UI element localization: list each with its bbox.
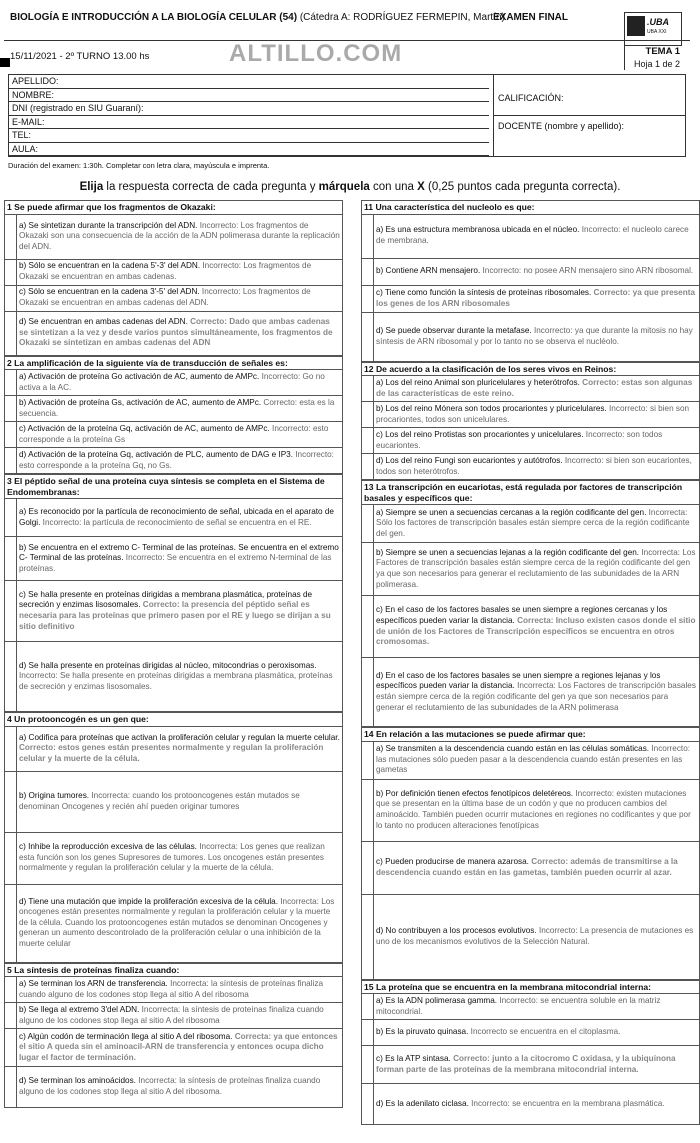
answer-checkbox[interactable]	[362, 428, 374, 453]
answer-checkbox[interactable]	[362, 596, 374, 657]
option-text: c) En el caso de los factores basales se unen siempre a regiones cercanas y los específicos pueden variar la distancia.	[376, 605, 668, 625]
option-feedback: Incorrecto: no posee ARN mensajero sino ARN ribosomal.	[482, 266, 694, 276]
option-feedback: Correcto: esta es la secuencia.	[19, 397, 335, 418]
page-indicator: Hoja 1 de 2	[633, 59, 680, 69]
answer-checkbox[interactable]	[5, 727, 17, 771]
answer-checkbox[interactable]	[5, 396, 17, 421]
option-text: a) Los del reino Animal son pluricelulares y heterótrofos.	[376, 377, 583, 387]
option-feedback: Incorrecto: Se encuentra en el extremo N-terminal de las proteínas.	[19, 553, 332, 573]
answer-option[interactable]	[5, 422, 342, 448]
field-aula[interactable]: AULA:	[9, 143, 489, 157]
question-title: 14 En relación a las mutaciones se puede afirmar que:	[362, 728, 699, 742]
option-text: b) Por definición tienen efectos fenotípicos deletéreos.	[376, 788, 576, 798]
answer-option[interactable]	[5, 581, 342, 642]
question	[361, 480, 700, 727]
answer-option[interactable]	[362, 842, 699, 895]
question	[4, 474, 343, 712]
option-feedback: Correcta: Incluso existen casos donde el sitio de unión de los Factores de Transcripción específicos se encuentra en otros cromosomas.	[376, 615, 696, 647]
answer-checkbox[interactable]	[362, 402, 374, 427]
option-text: b) Siempre se unen a secuencias lejanas a la región codificante del gen.	[376, 547, 642, 557]
option-feedback: Incorrecto: Los fragmentos de Okazaki se encuentran en ambas cadenas del ADN.	[19, 287, 311, 307]
student-info-table	[8, 74, 686, 157]
option-text: c) Tiene como función la síntesis de proteínas ribosomales.	[376, 287, 594, 297]
option-feedback: Correcto: estos genes están presentes normalmente y regulan la proliferación celular y la muerte de la célula.	[19, 743, 324, 763]
answer-option[interactable]	[5, 215, 342, 260]
question-title: 3 El péptido señal de una proteína cuya síntesis se completa en el Sistema de Endomembranas:	[5, 475, 342, 499]
option-text: d) Se encuentran en ambas cadenas del ADN.	[19, 317, 191, 327]
answer-option[interactable]	[362, 543, 699, 596]
option-text: b) Se encuentra en el extremo C- Terminal de las proteínas. Se encuentra en el extremo C- Terminal de las proteínas.	[19, 542, 339, 563]
question	[361, 362, 700, 481]
question-title: 12 De acuerdo a la clasificación de los seres vivos en Reinos:	[362, 363, 699, 377]
option-text: a) Siempre se unen a secuencias cercanas a la región codificante del gen.	[376, 507, 649, 517]
field-nombre[interactable]: NOMBRE:	[9, 89, 489, 103]
calificacion-label: CALIFICACIÓN:	[498, 93, 564, 103]
answer-option[interactable]	[362, 1020, 699, 1046]
answer-option[interactable]	[362, 215, 699, 259]
option-text: c) Los del reino Protistas son procariontes y unicelulares.	[376, 429, 586, 439]
option-feedback: Incorrecto: Los fragmentos de Okazaki son una consecuencia de la acción de la ADN polimerasa durante la replicación del ADN.	[19, 220, 340, 251]
answer-option[interactable]	[5, 1029, 342, 1067]
answer-checkbox[interactable]	[362, 1020, 374, 1045]
answer-option[interactable]	[5, 448, 342, 473]
answer-option[interactable]	[5, 370, 342, 396]
answer-checkbox[interactable]	[5, 1029, 17, 1066]
question	[4, 963, 343, 1109]
answer-option[interactable]	[362, 454, 699, 479]
question-title: 5 La síntesis de proteínas finaliza cuando:	[5, 964, 342, 978]
option-feedback: Incorrecta: cuando los protooncogenes están mutados se denominan Oncogenes y recién ahí pueden originar tumores	[19, 790, 300, 811]
exam-date: 15/11/2021 - 2º TURNO 13.00 hs	[10, 51, 150, 62]
answer-checkbox[interactable]	[5, 215, 17, 259]
option-text: c) Inhibe la reproducción excesiva de las células.	[19, 842, 200, 852]
option-text: c) Se halla presente en proteínas dirigidas a membrana plasmática, proteínas de secreción y enzimas lisosomales.	[19, 589, 313, 610]
option-feedback: Incorrecto: existen mutaciones que se presentan en la última base de un codón y que no producen cambios del aminoácido. También pueden ocurrir mutaciones en regiones no codificantes y que por lo tanto no producen alteraciones fenotípicas	[376, 788, 691, 830]
option-feedback: Incorrecto: el nucleolo carece de membrana.	[376, 225, 689, 245]
question	[4, 200, 343, 356]
logo-mark-icon	[627, 16, 645, 36]
answer-checkbox[interactable]	[362, 780, 374, 841]
field-email[interactable]: E-MAIL:	[9, 116, 489, 130]
answer-option[interactable]	[362, 994, 699, 1020]
answer-checkbox[interactable]	[362, 313, 374, 361]
option-text: a) Es reconocido por la partícula de reconocimiento de señal, ubicada en el aparato de Golgi.	[19, 506, 334, 527]
option-text: a) Codifica para proteínas que activan la proliferación celular y regulan la muerte celular.	[19, 732, 340, 742]
field-dni[interactable]: DNI (registrado en SIU Guaraní):	[9, 102, 489, 116]
option-feedback: Incorrecto: son todos eucariontes.	[376, 429, 663, 450]
watermark: ALTILLO.COM	[229, 40, 403, 67]
option-text: b) Origina tumores.	[19, 790, 92, 800]
answer-checkbox[interactable]	[5, 286, 17, 311]
answer-checkbox[interactable]	[362, 259, 374, 285]
option-feedback: Incorrecto: La presencia de mutaciones es uno de los mecanismos evolutivos de la Selección Natural.	[376, 925, 694, 946]
option-feedback: Incorrecto: esto corresponde a la proteína Gs	[19, 423, 329, 444]
answer-option[interactable]	[362, 259, 699, 286]
option-text: b) Sólo se encuentran en la cadena 5'-3' del ADN.	[19, 261, 203, 271]
option-feedback: Incorrecto: Se halla presente en proteínas dirigidas a membrana plasmática, proteínas de secreción y enzimas lisosomales.	[19, 671, 333, 691]
option-feedback: Correcta: ya que entonces el sitio A queda sin el aminoacil-ARN de transferencia y entonces ocupa dicho lugar el factor de terminación.	[19, 1031, 338, 1062]
answer-checkbox[interactable]	[362, 1046, 374, 1083]
answer-option[interactable]	[5, 312, 342, 355]
option-feedback: Correcto: estas son algunas de las características de este reino.	[376, 377, 693, 398]
option-feedback: Incorrecta: la síntesis de proteínas finaliza cuando alguno de los codones stop llega al sitio A del ribosoma	[19, 1004, 324, 1025]
question	[4, 356, 343, 475]
answer-checkbox[interactable]	[5, 885, 17, 962]
answer-option[interactable]	[362, 376, 699, 402]
option-text: d) Tiene una mutación que impide la proliferación excesiva de la célula.	[19, 896, 281, 906]
option-feedback: Incorrecto: se encuentra soluble en la matriz mitocondrial.	[376, 995, 661, 1016]
answer-option[interactable]	[5, 396, 342, 422]
answer-checkbox[interactable]	[5, 537, 17, 580]
duration-note: Duración del examen: 1:30h. Completar con letra clara, mayúscula e imprenta.	[8, 161, 270, 170]
option-text: d) No contribuyen a los procesos evolutivos.	[376, 925, 539, 935]
question-title: 1 Se puede afirmar que los fragmentos de Okazaki:	[5, 201, 342, 215]
answer-checkbox[interactable]	[362, 543, 374, 595]
answer-option[interactable]	[5, 260, 342, 286]
answer-option[interactable]	[5, 727, 342, 772]
answer-checkbox[interactable]	[5, 448, 17, 473]
option-text: a) Es la ADN polimerasa gamma.	[376, 995, 500, 1005]
option-text: c) Es la ATP sintasa.	[376, 1053, 454, 1063]
answer-checkbox[interactable]	[362, 842, 374, 894]
question	[4, 712, 343, 963]
answer-option[interactable]	[5, 772, 342, 833]
answer-checkbox[interactable]	[5, 581, 17, 641]
tema-label: TEMA 1	[645, 46, 680, 57]
option-feedback: Correcto: la presencia del péptido señal es necesaria para las proteínas que primero pasen por el RE y luego se dirijan a su sitio definitivo	[19, 600, 331, 631]
option-text: a) Se sintetizan durante la transcripción del ADN.	[19, 220, 200, 230]
answer-option[interactable]	[5, 833, 342, 885]
option-feedback: Incorrecto: las mutaciones sólo pueden pasar a la descendencia cuando están presentes en las gametas	[376, 744, 691, 775]
field-tel[interactable]: TEL:	[9, 129, 489, 143]
answer-checkbox[interactable]	[362, 215, 374, 258]
option-text: d) Se terminan los aminoácidos.	[19, 1076, 139, 1086]
answer-checkbox[interactable]	[5, 642, 17, 711]
answer-option[interactable]	[5, 885, 342, 962]
field-apellido[interactable]: APELLIDO:	[9, 75, 489, 89]
answer-checkbox[interactable]	[5, 977, 17, 1002]
option-text: c) Algún codón de terminación llega al sitio A del ribosoma.	[19, 1031, 235, 1041]
option-feedback: Incorrecto: Los fragmentos de Okazaki se encuentran en ambas cadenas.	[19, 261, 312, 281]
exam-type: EXAMEN FINAL	[493, 12, 568, 23]
answer-option[interactable]	[5, 1067, 342, 1107]
option-text: d) Los del reino Fungi son eucariontes y autótrofos.	[376, 455, 565, 465]
answer-checkbox[interactable]	[362, 286, 374, 312]
question-title: 4 Un protooncogén es un gen que:	[5, 713, 342, 727]
question	[361, 727, 700, 980]
option-text: b) Activación de proteína Gs, activación de AC, aumento de AMPc.	[19, 397, 264, 407]
option-text: b) Los del reino Mónera son todos procariontes y pluricelulares.	[376, 403, 610, 413]
answer-option[interactable]	[362, 505, 699, 543]
option-feedback: Incorrecto: se encuentra en la membrana plasmática.	[471, 1098, 665, 1108]
option-text: c) Activación de la proteína Gq, activación de AC, aumento de AMPc.	[19, 423, 273, 433]
answer-option[interactable]	[362, 428, 699, 454]
answer-checkbox[interactable]	[5, 772, 17, 832]
answer-option[interactable]	[362, 1084, 699, 1124]
answer-option[interactable]	[5, 642, 342, 711]
option-feedback: Incorrecto: ya que durante la mitosis no hay síntesis de ARN ribosomal y por lo tanto no se observa el nucléolo.	[376, 325, 693, 346]
option-text: b) Se llega al extremo 3'del ADN.	[19, 1004, 142, 1014]
option-text: b) Es la piruvato quinasa.	[376, 1027, 471, 1037]
question-title: 13 La transcripción en eucariotas, está regulada por factores de transcripción basales y específicos que:	[362, 481, 699, 505]
answer-checkbox[interactable]	[5, 499, 17, 536]
question	[361, 980, 700, 1126]
answer-checkbox[interactable]	[5, 260, 17, 285]
option-text: a) Es una estructura membranosa ubicada en el núcleo.	[376, 225, 582, 235]
option-feedback: Incorrecta: Sólo los factores de transcripción basales están siempre cerca de la región codificante del gen.	[376, 507, 690, 538]
answer-option[interactable]	[5, 537, 342, 581]
answer-checkbox[interactable]	[362, 1084, 374, 1124]
questions-left-column	[4, 200, 343, 1108]
registration-mark	[0, 58, 10, 67]
answer-checkbox[interactable]	[362, 895, 374, 979]
answer-option[interactable]	[362, 1046, 699, 1084]
answer-checkbox[interactable]	[5, 1003, 17, 1028]
option-feedback: Incorrecta: Los Factores de transcripción basales están siempre cerca de la región codificante del gen ya que son necesarios para generar el reclutamiento de las subunidades de la ARN polimerasa.	[376, 547, 696, 589]
option-text: d) Activación de la proteína Gq, activación de PLC, aumento de DAG e IP3.	[19, 449, 296, 459]
answer-option[interactable]	[362, 596, 699, 658]
option-feedback: Incorrecta: Los genes que realizan esta función son los genes Supresores de tumores. Los oncogenes están presentes normalmente y regulan la proliferación celular y la muerte de la célula.	[19, 842, 325, 873]
answer-checkbox[interactable]	[5, 312, 17, 355]
answer-option[interactable]	[362, 658, 699, 726]
answer-checkbox[interactable]	[5, 1067, 17, 1107]
answer-checkbox[interactable]	[362, 376, 374, 401]
option-text: d) En el caso de los factores basales se unen siempre a regiones lejanas y los específicos pueden variar la distancia.	[376, 670, 661, 691]
option-text: c) Sólo se encuentran en la cadena 3'-5' del ADN.	[19, 287, 202, 297]
option-feedback: Incorrecto se encuentra en el citoplasma.	[470, 1027, 621, 1037]
answer-checkbox[interactable]	[362, 454, 374, 479]
option-feedback: Correcto: además de transmitirse a la descendencia cuando están en las gametas, también pueden ocurrir al azar.	[376, 856, 678, 877]
answer-option[interactable]	[5, 1003, 342, 1029]
option-text: d) Se halla presente en proteínas dirigidas al núcleo, mitocondrias o peroxisomas.	[19, 660, 317, 670]
question	[361, 200, 700, 362]
questions-right-column	[361, 200, 700, 1125]
answer-checkbox[interactable]	[362, 994, 374, 1019]
answer-option[interactable]	[362, 286, 699, 313]
docente-label: DOCENTE (nombre y apellido):	[498, 121, 625, 131]
answer-option[interactable]	[5, 977, 342, 1003]
course-title: BIOLOGÍA E INTRODUCCIÓN A LA BIOLOGÍA CELULAR (54) (Cátedra A: RODRÍGUEZ FERMEPIN, Martín)	[10, 12, 505, 23]
answer-checkbox[interactable]	[5, 833, 17, 884]
answer-checkbox[interactable]	[362, 658, 374, 726]
uba-logo: .UBA UBA XXI	[624, 12, 682, 46]
option-feedback: Correcto: junto a la citocromo C oxidasa, y la ubiquinona forman parte de las proteínas de la membrana mitocondrial interna.	[376, 1053, 676, 1074]
option-feedback: Incorrecta: Los Factores de transcripción basales están siempre cerca de la región codificante del gen ya que son necesarios para generar el reclutamiento de las subunidades de la ARN polimerasa	[376, 681, 696, 712]
instructions: Elija la respuesta correcta de cada pregunta y márquela con una X (0,25 puntos cada pregunta correcta).	[79, 181, 621, 193]
answer-option[interactable]	[5, 286, 342, 312]
option-feedback: Correcto: Dado que ambas cadenas se sintetizan a la vez y desde varios puntos simultáneamente, los fragmentos de Okazaki se sintetizan en ambas cadenas del ADN	[19, 317, 333, 348]
option-text: d) Es la adenilato ciclasa.	[376, 1098, 472, 1108]
answer-option[interactable]	[362, 402, 699, 428]
answer-option[interactable]	[362, 742, 699, 780]
option-feedback: Incorrecto: la partícula de reconocimiento de señal se encuentra en el RE.	[42, 517, 312, 527]
exam-header	[4, 4, 690, 68]
option-text: b) Contiene ARN mensajero.	[376, 266, 483, 276]
question-title: 11 Una característica del nucleolo es que:	[362, 201, 699, 215]
answer-option[interactable]	[5, 499, 342, 537]
question-title: 2 La amplificación de la siguiente vía de transducción de señales es:	[5, 357, 342, 371]
option-text: a) Se transmiten a la descendencia cuando están en las células somáticas.	[376, 744, 652, 754]
option-text: a) Activación de proteína Go activación de AC, aumento de AMPc.	[19, 371, 262, 381]
answer-checkbox[interactable]	[362, 505, 374, 542]
option-feedback: Correcto: ya que presenta los genes de los ARN ribosomales	[376, 287, 696, 308]
option-feedback: Incorrecto: Go no activa a la AC.	[19, 371, 325, 392]
option-feedback: Incorrecta: Los oncogenes están presentes normalmente y regulan la proliferación celular y la muerte de la célula. Cuando los protooncogenes están mutados se denominan Oncogenes y generan un aumento descontrolado de la proliferación celular o una inhibición de la muerte celular	[19, 896, 335, 948]
question-title: 15 La proteína que se encuentra en la membrana mitocondrial interna:	[362, 981, 699, 995]
option-feedback: Incorrecto: si bien son eucariontes, todos son heterótrofos.	[376, 455, 692, 476]
answer-option[interactable]	[362, 895, 699, 979]
answer-checkbox[interactable]	[362, 742, 374, 779]
answer-option[interactable]	[362, 780, 699, 842]
answer-checkbox[interactable]	[5, 422, 17, 447]
option-feedback: Incorrecta: la síntesis de proteínas finaliza cuando alguno de los codones stop llega al sitio A del ribosoma.	[19, 1076, 321, 1096]
option-text: c) Pueden producirse de manera azarosa.	[376, 856, 532, 866]
answer-option[interactable]	[362, 313, 699, 361]
option-feedback: Incorrecto: si bien son procariontes, todos son unicelulares.	[376, 403, 690, 424]
option-feedback: Incorrecto: esto corresponde a la proteína Gq, no Gs.	[19, 449, 334, 470]
option-feedback: Incorrecta: la síntesis de proteínas finaliza cuando alguno de los codones stop llega al sitio A del ribosoma	[19, 978, 324, 999]
option-text: d) Se puede observar durante la metafase.	[376, 325, 534, 335]
option-text: a) Se terminan los ARN de transferencia.	[19, 978, 171, 988]
catedra: (Cátedra A: RODRÍGUEZ FERMEPIN, Martín)	[299, 12, 505, 23]
answer-checkbox[interactable]	[5, 370, 17, 395]
